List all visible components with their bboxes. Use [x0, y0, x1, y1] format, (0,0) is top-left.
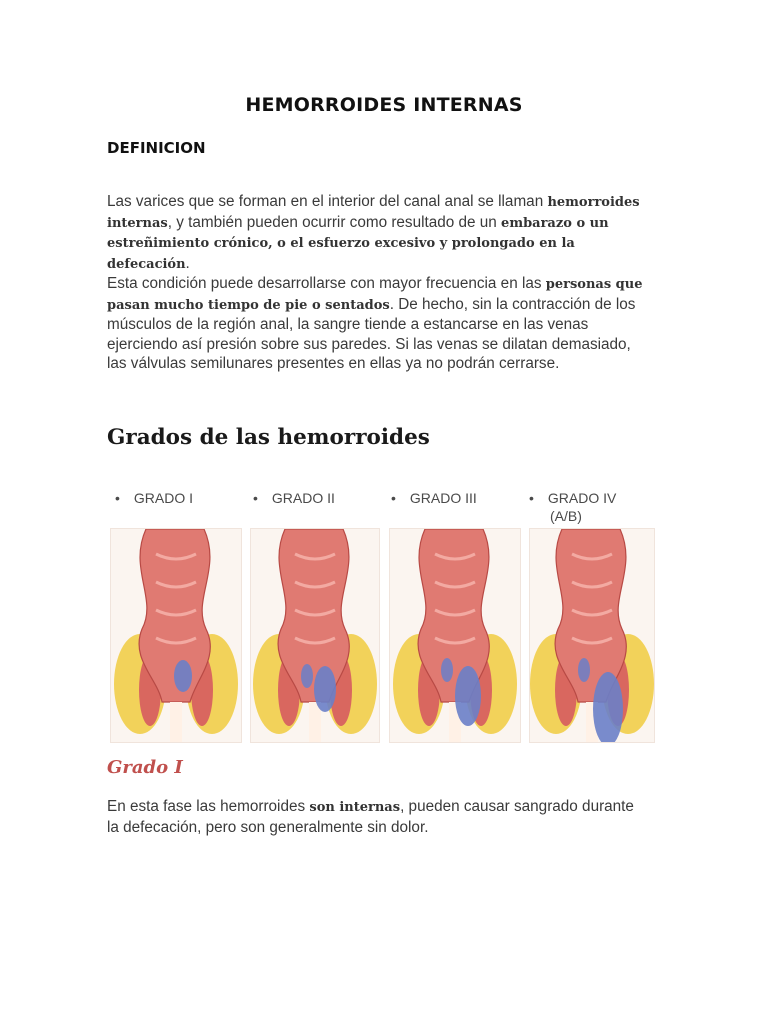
definition-paragraph [107, 192, 647, 374]
grade-label-2 [253, 489, 335, 507]
section-label: DEFINICION [107, 139, 206, 157]
grade-label-text: GRADO III [409, 490, 477, 506]
document-title: HEMORROIDES INTERNAS [245, 94, 523, 116]
rectum-illustration [251, 529, 379, 742]
hemorrhoid-mass [455, 666, 481, 726]
text-run: En esta fase las hemorroides [107, 798, 310, 815]
rectum-illustration [111, 529, 241, 742]
bold-term: embarazo o un estreñimiento crónico, o el esfuerzo excesivo y prolongado en la defecación [107, 215, 609, 272]
hemorrhoid-mass-secondary [578, 658, 590, 682]
text-run: , pueden causar sangrado durante la defecación, pero son generalmente sin dolor. [107, 798, 634, 836]
grade-image-2 [250, 528, 380, 743]
grade-image-3 [389, 528, 521, 743]
grade-label-text: GRADO I [133, 490, 194, 506]
grade-image-1 [110, 528, 242, 743]
text-run: . [185, 254, 190, 272]
bold-term: personas que pasan mucho tiempo de pie o sentados [107, 277, 643, 313]
grade1-paragraph [107, 797, 647, 837]
hemorrhoid-mass-secondary [441, 658, 453, 682]
bold-term: son internas [309, 800, 401, 815]
rectum-illustration [530, 529, 654, 742]
rectum-illustration [390, 529, 520, 742]
grade1-heading: Grado I [107, 757, 183, 778]
grade-label-text: GRADO IV [547, 490, 617, 506]
grade-label-1 [115, 489, 193, 507]
bullet: • [391, 490, 396, 506]
hemorrhoid-mass-secondary [301, 664, 313, 688]
bold-term: hemorroides internas [107, 195, 640, 231]
grade-image-4 [529, 528, 655, 743]
text-run: Las varices que se forman en el interior del canal anal se llaman [107, 193, 548, 210]
grade-sublabel: (A/B) [550, 508, 582, 524]
anal-canal [170, 702, 182, 742]
hemorrhoid-mass [174, 660, 192, 692]
text-run: . De hecho, sin la contracción de los músculos de la región anal, la sangre tiende a estancarse en las venas ejerciendo así presión sobre sus paredes. Si las venas se dilatan demasiado, las válvulas semilunares presentes en ellas ya no podrán cerrarse. [107, 295, 636, 372]
grade-label-text: GRADO II [271, 490, 335, 506]
grade-label-3 [391, 489, 477, 507]
text-run: , y también pueden ocurrir como resultado de un [167, 213, 502, 231]
grades-figure [107, 485, 667, 745]
hemorrhoid-mass [314, 666, 336, 712]
grade-label-4 [529, 489, 616, 525]
bullet: • [115, 490, 120, 506]
bullet: • [253, 490, 258, 506]
grades-heading: Grados de las hemorroides [107, 425, 430, 450]
bullet: • [529, 490, 534, 506]
text-run: Esta condición puede desarrollarse con mayor frecuencia en las [107, 275, 546, 292]
